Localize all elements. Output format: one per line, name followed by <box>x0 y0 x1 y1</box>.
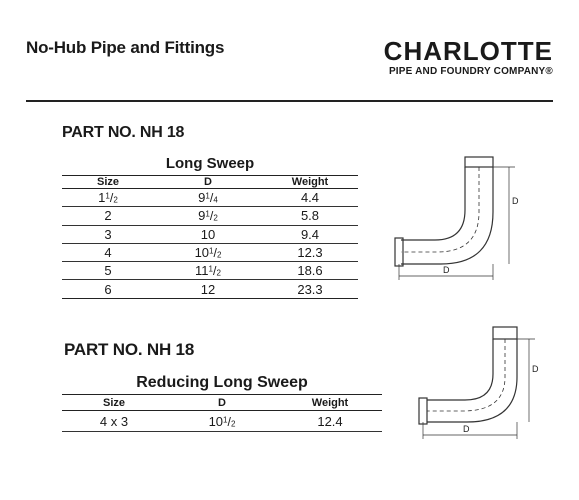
cell-size <box>62 411 166 432</box>
value-whole: 10 <box>208 413 224 429</box>
fraction-denominator: 2 <box>113 195 118 205</box>
value-whole: 12 <box>200 281 216 297</box>
column-header-d: D <box>154 176 262 189</box>
cell-d <box>166 411 278 432</box>
vertical-dim-label: D <box>512 196 519 206</box>
table-header-row <box>62 395 382 411</box>
brand-subtitle: PIPE AND FOUNDRY COMPANY® <box>388 66 553 77</box>
value-whole: 10 <box>194 245 210 261</box>
cell-size <box>62 189 154 207</box>
fraction-numerator: 1 <box>223 414 228 424</box>
inner-bend <box>427 339 493 400</box>
bottom-hub-outline <box>419 398 427 424</box>
table-row <box>62 243 358 261</box>
cell-size <box>62 262 154 280</box>
value-whole: 11 <box>195 263 209 279</box>
fraction-numerator: 1 <box>105 191 110 201</box>
table-header-row <box>62 176 358 189</box>
column-header-d: D <box>166 395 278 411</box>
cell-d <box>154 280 262 298</box>
table-row <box>62 280 358 298</box>
value-whole: 1 <box>98 190 106 206</box>
outer-bend <box>427 339 517 422</box>
table-row <box>62 207 358 225</box>
cell-weight: 12.3 <box>262 243 358 261</box>
fraction-slash: / <box>109 191 114 206</box>
value-whole: 9 <box>198 190 206 206</box>
cell-d <box>154 207 262 225</box>
part-number-reducing-long-sweep: PART NO. NH 18 <box>64 340 195 359</box>
horizontal-dim-label: D <box>443 265 450 275</box>
cell-weight: 4.4 <box>262 189 358 207</box>
fraction-denominator: 2 <box>216 268 221 278</box>
top-hub-outline <box>465 157 493 167</box>
cell-d <box>154 189 262 207</box>
fraction-numerator: 1 <box>209 246 214 256</box>
value-whole: 5 <box>104 263 112 279</box>
value-whole: 2 <box>104 208 112 224</box>
fraction-slash: / <box>213 264 217 279</box>
column-header-size: Size <box>62 176 154 189</box>
cell-size <box>62 243 154 261</box>
table-row <box>62 225 358 243</box>
reducing-long-sweep-table <box>62 394 382 432</box>
column-header-weight: Weight <box>278 395 382 411</box>
brand-logo <box>384 38 553 77</box>
cell-d <box>154 243 262 261</box>
top-hub-outline <box>493 327 517 339</box>
fraction-slash: / <box>227 414 231 429</box>
cell-weight: 23.3 <box>262 280 358 298</box>
part-number-long-sweep: PART NO. NH 18 <box>62 124 185 141</box>
table-row <box>62 189 358 207</box>
fraction-numerator: 1 <box>205 191 210 201</box>
fraction-denominator: 2 <box>213 213 218 223</box>
bottom-hub-outline <box>395 238 403 266</box>
value-whole: 6 <box>104 281 112 297</box>
cell-d <box>154 262 262 280</box>
value-whole: 4 x 3 <box>99 413 129 429</box>
fraction-denominator: 4 <box>213 195 218 205</box>
inner-bend <box>401 167 465 240</box>
value-whole: 9 <box>198 208 206 224</box>
cell-weight: 18.6 <box>262 262 358 280</box>
table-row <box>62 262 358 280</box>
fraction-slash: / <box>209 209 214 224</box>
value-whole: 4 <box>104 245 112 261</box>
value-whole: 3 <box>104 226 112 242</box>
long-sweep-diagram <box>385 152 525 287</box>
long-sweep-table <box>62 175 358 299</box>
fraction-denominator: 2 <box>216 250 222 260</box>
cell-weight: 12.4 <box>278 411 382 432</box>
page-title: No-Hub Pipe and Fittings <box>26 38 225 57</box>
fraction-numerator: 1 <box>208 264 214 274</box>
header-divider <box>26 100 553 102</box>
cell-weight: 9.4 <box>262 225 358 243</box>
fraction-numerator: 1 <box>205 209 210 219</box>
vertical-dim-label: D <box>532 364 539 374</box>
cell-size <box>62 225 154 243</box>
table-title-long-sweep: Long Sweep <box>165 155 255 172</box>
value-whole: 10 <box>200 226 216 242</box>
column-header-weight: Weight <box>262 176 358 189</box>
fraction-slash: / <box>209 191 214 206</box>
reducing-long-sweep-diagram <box>405 322 545 447</box>
column-header-size: Size <box>62 395 166 411</box>
cell-size <box>62 207 154 225</box>
fraction-slash: / <box>213 246 217 261</box>
fraction-denominator: 2 <box>230 418 236 428</box>
cell-size <box>62 280 154 298</box>
table-title-reducing-long-sweep: Reducing Long Sweep <box>136 374 308 391</box>
brand-name: CHARLOTTE <box>383 36 553 66</box>
cell-weight: 5.8 <box>262 207 358 225</box>
horizontal-dim-label: D <box>463 424 470 434</box>
cell-d <box>154 225 262 243</box>
table-row <box>62 411 382 432</box>
